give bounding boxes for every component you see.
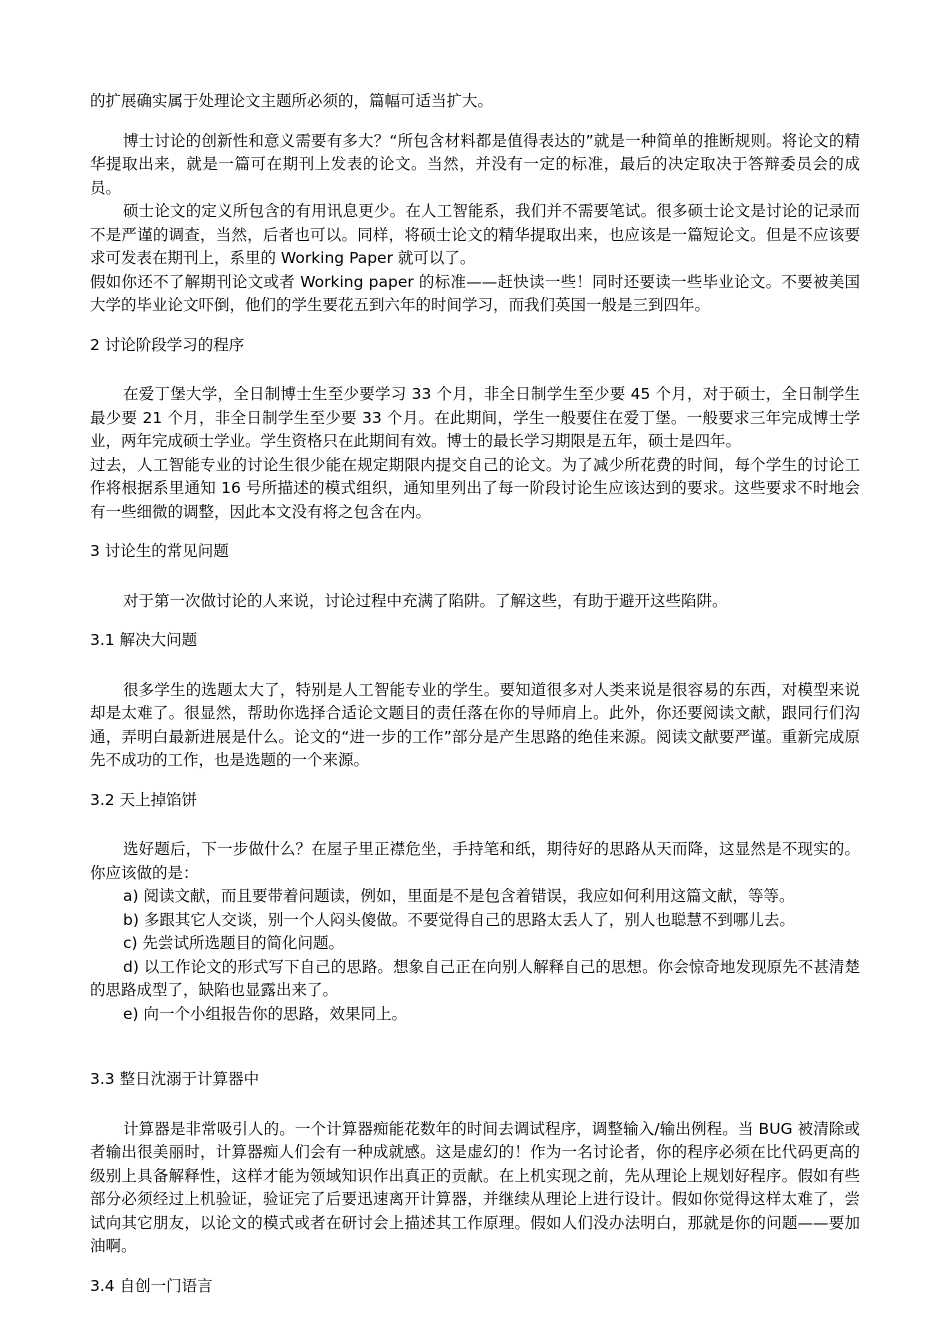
paragraph-masters-definition: 硕士论文的定义所包含的有用讯息更少。在人工智能系，我们并不需要笔试。很多硕士论文是讨论的记录而不是严谨的调查，当然，后者也可以。同样，将硕士论文的精华提取出来，也应该是一篇短论文。但是不应该要求可发表在期刊上，系里的 Working Paper 就可以了。 <box>90 202 860 267</box>
paragraph-intro-continuation: 的扩展确实属于处理论文主题所必须的，篇幅可适当扩大。 <box>90 92 494 110</box>
section-heading-3-1: 3.1 解决大问题 <box>90 631 198 649</box>
paragraph-journal-standard: 假如你还不了解期刊论文或者 Working paper 的标准——赶快读一些！同时还要读一些毕业论文。不要被美国大学的毕业论文吓倒，他们的学生要花五到六年的时间学习，而我们英国一般是三到四年。 <box>90 272 860 314</box>
paragraph-past-students: 过去，人工智能专业的讨论生很少能在规定期限内提交自己的论文。为了减少所花费的时间，每个学生的讨论工作将根据系里通知 16 号所描述的模式组织，通知里列出了每一阶段讨论生应该达到的要求。这些要求不时地会有一些细微的调整，因此本文没有将之包含在内。 <box>90 455 860 521</box>
list-item-b: b) 多跟其它人交谈，别一个人闷头傻做。不要觉得自己的思路太丢人了，别人也聪慧不到哪儿去。 <box>123 910 795 929</box>
paragraph-phd-innovation: 博士讨论的创新性和意义需要有多大？“所包含材料都是值得表达的”就是一种简单的推断规则。将论文的精华提取出来，就是一篇可在期刊上发表的论文。当然，并没有一定的标准，最后的决定取决于答辩委员会的成员。 <box>90 131 860 197</box>
section-heading-2: 2 讨论阶段学习的程序 <box>90 335 245 354</box>
section-heading-3: 3 讨论生的常见问题 <box>90 542 229 560</box>
paragraph-edinburgh-terms: 在爱丁堡大学，全日制博士生至少要学习 33 个月，非全日制学生至少要 45 个月，对于硕士，全日制学生最少要 21 个月，非全日制学生至少要 33 个月。在此期间，学生一般要住在爱丁堡。一般要求三年完成博士学业，两年完成硕士学业。学生资格只在此期间有效。博士的最长学习期限是五年，硕士是四年。 <box>90 385 860 450</box>
list-item-c: c) 先尝试所选题目的简化问题。 <box>123 934 344 952</box>
section-heading-3-3: 3.3 整日沈溺于计算器中 <box>90 1070 260 1088</box>
list-item-d: d) 以工作论文的形式写下自己的思路。想象自己正在向别人解释自己的思想。你会惊奇地发现原先不甚清楚的思路成型了，缺陷也显露出来了。 <box>90 957 860 999</box>
list-item-a: a) 阅读文献，而且要带着问题读，例如，里面是不是包含着错误，我应如何利用这篇文献，等等。 <box>123 887 795 905</box>
paragraph-big-problems: 很多学生的选题太大了，特别是人工智能专业的学生。要知道很多对人类来说是很容易的东西，对模型来说却是太难了。很显然，帮助你选择合适论文题目的责任落在你的导师肩上。此外，你还要阅读文献，跟同行们沟通，弄明白最新进展是什么。论文的“进一步的工作”部分是产生思路的绝佳来源。阅读文献要严谨。重新完成原先不成功的工作，也是选题的一个来源。 <box>90 680 860 769</box>
section-heading-3-4: 3.4 自创一门语言 <box>90 1276 213 1295</box>
list-item-e: e) 向一个小组报告你的思路，效果同上。 <box>123 1004 408 1023</box>
section-heading-3-2: 3.2 天上掉馅饼 <box>90 790 198 809</box>
paragraph-computer-addiction: 计算器是非常吸引人的。一个计算器痴能花数年的时间去调试程序，调整输入/输出例程。当 BUG 被清除或者输出很美丽时，计算器痴人们会有一种成就感。这是虚幻的！作为一名讨论者，你的程序必须在比代码更高的级别上具备解释性，这样才能为领域知识作出真正的贡献。在上机实现之前，先从理论上规划好程序。假如有些部分必须经过上机验证，验证完了后要迅速离开计算器，并继续从理论上进行设计。假如你觉得这样太难了，尝试向其它朋友，以论文的模式或者在研讨会上描述其工作原理。假如人们没办法明白，那就是你的问题——要加油啊。 <box>90 1119 860 1255</box>
paragraph-pitfalls: 对于第一次做讨论的人来说，讨论过程中充满了陷阱。了解这些，有助于避开这些陷阱。 <box>123 591 728 610</box>
paragraph-after-topic: 选好题后，下一步做什么？在屋子里正襟危坐，手持笔和纸，期待好的思路从天而降，这显然是不现实的。你应该做的是： <box>90 840 860 882</box>
